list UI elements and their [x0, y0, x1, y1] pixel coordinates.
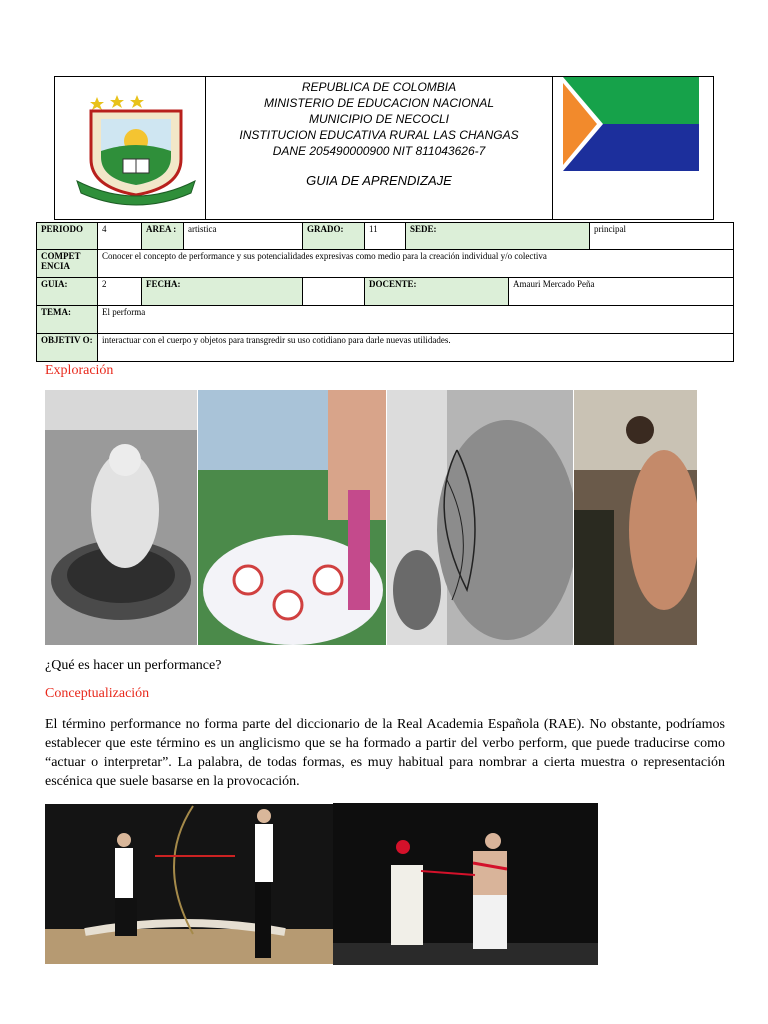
- grado-value: 11: [365, 223, 406, 250]
- sculpture-photo: [45, 390, 197, 645]
- conceptualizacion-heading: Conceptualización: [45, 686, 150, 701]
- guide-info-table: [36, 222, 734, 362]
- tema-label: TEMA:: [37, 306, 98, 334]
- exploracion-heading: Exploración: [45, 363, 114, 378]
- docente-value: Amauri Mercado Peña: [509, 278, 734, 306]
- header-line-institution: INSTITUCION EDUCATIVA RURAL LAS CHANGAS: [239, 128, 519, 142]
- school-crest-logo: [73, 89, 199, 207]
- guide-title: GUIA DE APRENDIZAJE: [306, 173, 452, 188]
- question-text: ¿Qué es hacer un performance?: [45, 658, 222, 673]
- header-line-ministry: MINISTERIO DE EDUCACION NACIONAL: [263, 96, 495, 110]
- docente-label: DOCENTE:: [365, 278, 509, 306]
- area-value: artistica: [184, 223, 303, 250]
- table-row: [37, 306, 734, 334]
- sede-label: SEDE:: [406, 223, 590, 250]
- competencia-label: COMPET ENCIA: [37, 250, 98, 278]
- objetivo-value: interactuar con el cuerpo y objetos para transgredir su uso cotidiano para darle nuevas utilidades.: [98, 334, 734, 362]
- header-line-municipality: MUNICIPIO DE NECOCLI: [308, 112, 449, 126]
- periodo-label: PERIODO: [37, 223, 98, 250]
- table-row: [37, 334, 734, 362]
- table-row: [37, 278, 734, 306]
- fecha-label: FECHA:: [142, 278, 303, 306]
- guia-value: 2: [98, 278, 142, 306]
- sede-value: principal: [590, 223, 734, 250]
- competencia-value: Conocer el concepto de performance y sus potencialidades expresivas como medio para la creación individual y/o colectiva: [98, 250, 734, 278]
- grado-label: GRADO:: [303, 223, 365, 250]
- area-label: AREA :: [142, 223, 184, 250]
- needle-thread-photo: [387, 390, 573, 645]
- header-line-dane-nit: DANE 205490000900 NIT 811043626-7: [272, 144, 486, 158]
- rope-bound-performance-photo: [333, 803, 598, 965]
- performance-piercing-photo: [574, 390, 697, 645]
- municipal-flag-image: [563, 77, 699, 171]
- document-header: [54, 76, 714, 220]
- periodo-value: 4: [98, 223, 142, 250]
- fecha-value: [303, 278, 365, 306]
- bow-arrow-performance-photo: [45, 804, 333, 964]
- paper-flowers-photo: [198, 390, 386, 645]
- header-divider-right: [552, 77, 553, 219]
- guia-label: GUIA:: [37, 278, 98, 306]
- header-line-country: REPUBLICA DE COLOMBIA: [301, 80, 457, 94]
- concept-paragraph: El término performance no forma parte del diccionario de la Real Academia Española (RAE). No obstante, podríamos establecer que este término es un anglicismo que se ha formado a partir del verbo perform, que puede traducirse como “actuar o interpretar”. La palabra, de todas formas, es muy habitual para nombrar a cierta muestra o representación escénica que suele basarse en la provocación.: [45, 717, 725, 789]
- tema-value: El performa: [98, 306, 734, 334]
- table-row: [37, 250, 734, 278]
- table-row: [37, 223, 734, 250]
- objetivo-label: OBJETIV O:: [37, 334, 98, 362]
- institution-heading: [206, 79, 552, 189]
